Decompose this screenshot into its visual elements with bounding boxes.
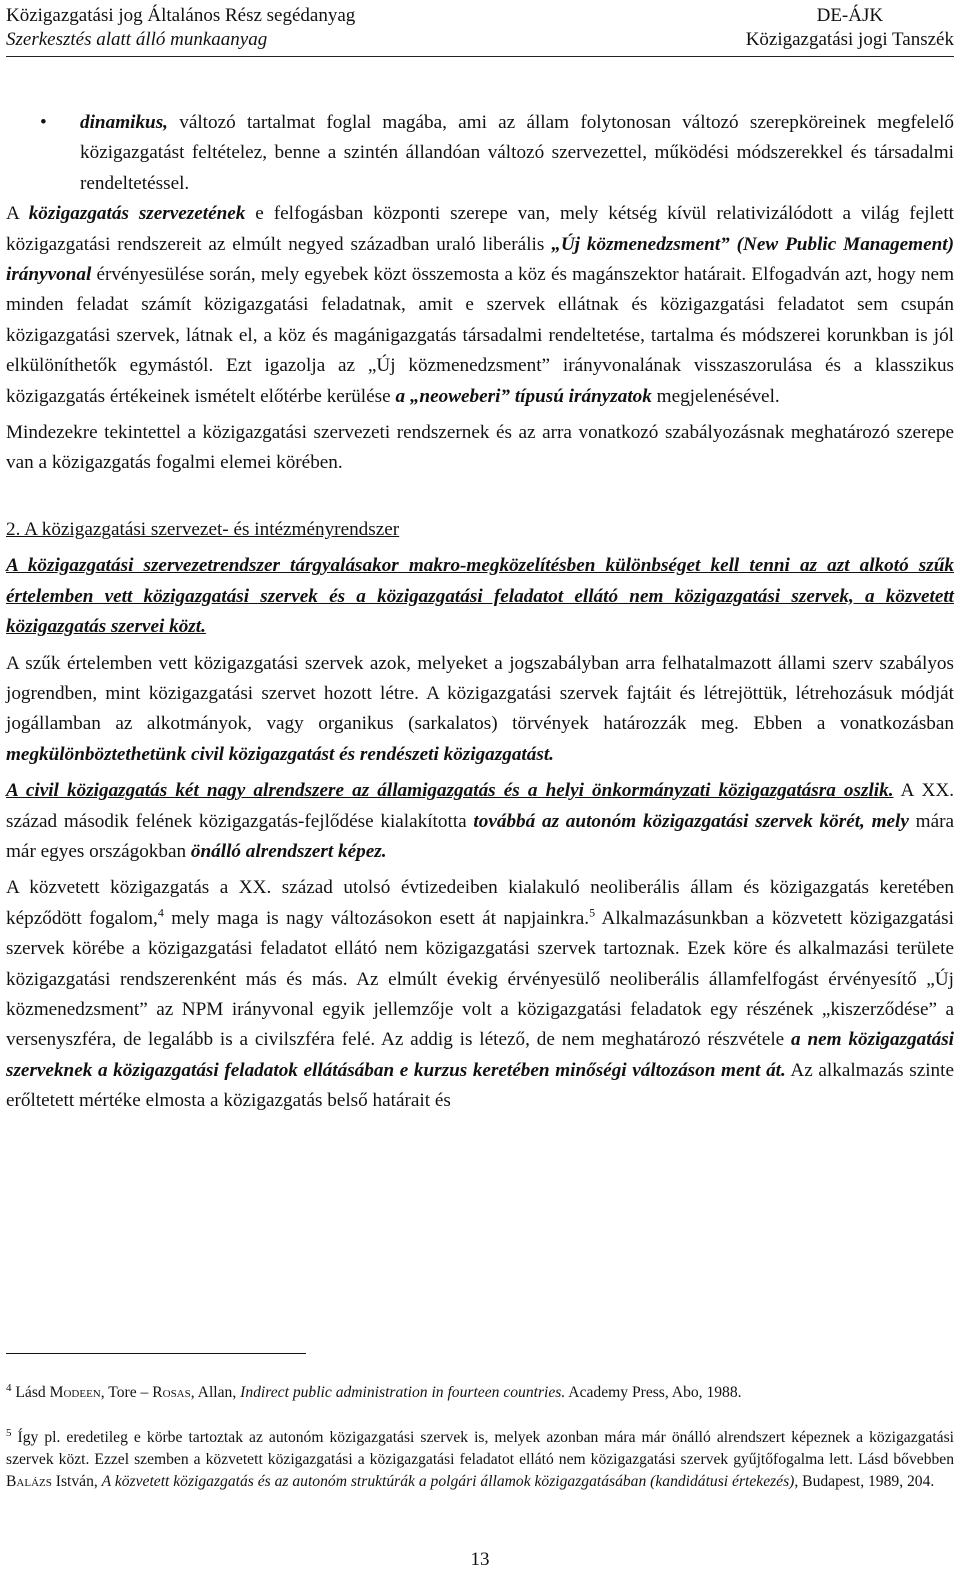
paragraph-organization-role: A közigazgatás szervezetének e felfogásban központi szerepe van, mely kétség kívül relativizálódott a világ fejlett közigazgatási rendszereit az elmúlt negyed században uraló liberális „Új közmenedzsment” (New Public Management) irányvonal érvényesülése során, mely egyebek közt összemosta a köz és magánszektor határait. Elfogadván azt, hogy nem minden feladat számít közigazgatási feladatnak, amit e szervek ellátnak és közigazgatási feladatot sem csupán közigazgatási szervek, látnak el, a köz és magánigazgatás társadalmi rendeltetése, tartalma és módszerei korunkban is jól elkülöníthetők egymástól. Ezt igazolja az „Új közmenedzsment” irányvonalának visszaszorulása és a klasszikus közigazgatás értékeinek ismételt előtérbe kerülése a „neoweberi” típusú irányzatok megjelenésével. bbox=[6, 203, 955, 407]
header-right bbox=[746, 4, 954, 52]
document-body bbox=[6, 108, 954, 1117]
header-draft-note: Szerkesztés alatt álló munkaanyag bbox=[6, 29, 268, 50]
footnote-4: $^4$ Lásd Modeen, Tore – Rosas, Allan, Indirect public administration in fourteen countries. Academy Press, Abo, 1988. bbox=[6, 1381, 742, 1401]
header-rule bbox=[6, 56, 954, 57]
page-header bbox=[6, 4, 954, 52]
section-heading: 2. A közigazgatási szervezet- és intézményrendszer bbox=[6, 518, 400, 540]
footnote-ref-5[interactable]: 5 bbox=[589, 905, 596, 920]
footnote-5: $^5$ Így pl. eredetileg e körbe tartoztak az autonóm közigazgatási szervek is, melyek azonban mára már önálló alrendszert képeznek a közigazgatási szervek közt. Ezzel szemben a közvetett közigazgatási a közigazgatási feladatot ellátó nem közigazgatási szervek gyűjtőfogalma lett. Lásd bővebben Balázs István, A közvetett közigazgatás és az autonóm struktúrák a polgári államok közigazgatásában (kandidátusi értekezés), Budapest, 1989, 204. bbox=[6, 1426, 954, 1490]
bullet-dot-icon: • bbox=[40, 112, 47, 133]
header-left bbox=[6, 4, 355, 52]
paragraph-narrow-organs: A szűk értelemben vett közigazgatási szervek azok, melyeket a jogszabályban arra felhatalmazott állami szerv szabályos jogrendben, mint közigazgatási szervet hozott létre. A közigazgatási szervek fajtáit és létrejöttük, létrehozásuk módját jogállamban az alkotmányok, vagy organikus (sarkalatos) törvények határozzák meg. Ebben a vonatkozásban megkülönböztethetünk civil közigazgatást és rendészeti közigazgatást. bbox=[6, 652, 954, 765]
footnote-ref-4[interactable]: 4 bbox=[157, 905, 164, 920]
paragraph-conclusion: Mindezekre tekintettel a közigazgatási szervezeti rendszernek és az arra vonatkozó szabályozásnak meghatározó szerepe van a közigazgatás fogalmi elemei körében. bbox=[6, 422, 954, 474]
paragraph-system-overview: A közigazgatási szervezetrendszer tárgyalásakor makro-megközelítésben különbséget kell tenni az azt alkotó szűk értelemben vett közigazgatási szervek és a közigazgatási feladatot ellátó nem közigazgatási szervek, a közvetett közigazgatás szervei közt. bbox=[6, 555, 954, 638]
page-number: 13 bbox=[470, 1549, 490, 1570]
bullet-text: dinamikus, változó tartalmat foglal magába, ami az állam folytonosan változó szerepköreinek megfelelő közigazgatást feltételez, benne a szintén állandóan változó szervezettel, működési módszerekkel és társadalmi rendeltetéssel. bbox=[80, 112, 954, 194]
bullet-item bbox=[6, 108, 954, 199]
footnote-separator bbox=[6, 1353, 306, 1354]
header-department: Közigazgatási jogi Tanszék bbox=[745, 29, 954, 50]
header-faculty: DE-ÁJK bbox=[816, 5, 884, 26]
paragraph-indirect-administration: A közvetett közigazgatás a XX. század utolsó évtizedeiben kialakuló neoliberális állam és közigazgatás keretében képződött fogalom,$^4$ mely maga is nagy változásokon esett át napjainkra.$^5$ Alkalmazásunkban a közvetett közigazgatási szervek körébe a közigazgatási feladatot ellátó nem közigazgatási szervek tartoznak. Ezek köre és alkalmazási területe közigazgatási rendszerenként más és más. Az elmúlt évekig érvényesülő neoliberális államfelfogást érvényesítő „Új közmenedzsment” az NPM irányvonal egyik jellemzője volt a közigazgatási feladatok egy részének „kiszerződése” a versenyszféra, de legalább is a civilszféra felé. Az addig is létező, de nem meghatározó részvétele a nem közigazgatási szerveknek a közigazgatási feladatok ellátásában e kurzus keretében minőségi változáson ment át. Az alkalmazás szinte erőltetett mértéke elmosta a közigazgatás belső határait és bbox=[6, 877, 954, 1112]
header-course-title: Közigazgatási jog Általános Rész segédanyag bbox=[6, 5, 356, 26]
paragraph-civil-administration: A civil közigazgatás két nagy alrendszere az államigazgatás és a helyi önkormányzati közigazgatásra oszlik. A XX. század második felének közigazgatás-fejlődése kialakította továbbá az autonóm közigazgatási szervek körét, mely mára már egyes országokban önálló alrendszert képez. bbox=[6, 780, 954, 862]
